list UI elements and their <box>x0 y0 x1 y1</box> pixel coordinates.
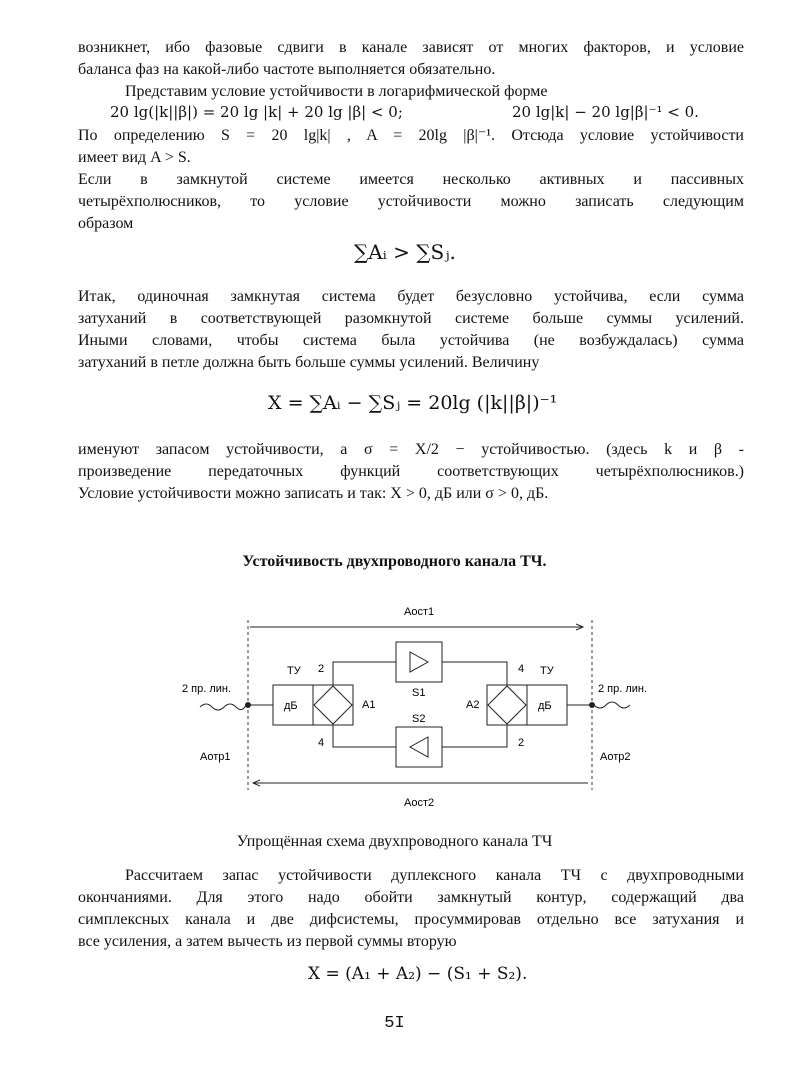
text-line: образом <box>78 215 134 232</box>
label-db-left: дБ <box>284 700 298 712</box>
label-a2: A2 <box>466 699 480 711</box>
text-line: возникнет, ибо фазовые сдвиги в канале зависят от многих факторов, и условие <box>78 39 744 56</box>
formula-log-condition: 20 lg(|k||β|) = 20 lg |k| + 20 lg |β| < 0; <box>110 103 403 121</box>
figure-caption: Упрощённая схема двухпроводного канала ТЧ <box>236 833 553 850</box>
label-s1: S1 <box>412 687 426 699</box>
text-line: Если в замкнутой системе имеется несколько активных и пассивных <box>78 171 744 188</box>
section-heading: Устойчивость двухпроводного канала ТЧ. <box>242 553 547 570</box>
formula-log-condition-2: 20 lg|k| − 20 lg|β|⁻¹ < 0. <box>512 103 699 121</box>
label-port-4-left: 4 <box>318 737 325 749</box>
label-tu-left: ТУ <box>287 665 301 677</box>
text-line: затуханий в петле должна быть больше суммы усилений. Величину <box>78 354 540 371</box>
label-a-ost2: Аост2 <box>404 797 435 809</box>
text-line: Представим условие устойчивости в логарифмической форме <box>125 83 548 100</box>
text-line: четырёхполюсников, то условие устойчивости можно записать следующим <box>78 193 744 210</box>
label-a-otr2: Аотр2 <box>600 751 631 763</box>
formula-stability-margin: X = ∑Aᵢ − ∑Sⱼ = 20lg (|k||β|)⁻¹ <box>268 392 558 414</box>
label-port-2-left: 2 <box>318 663 325 675</box>
label-a-ost1: Аост1 <box>404 606 435 618</box>
hybrid-right <box>487 685 527 725</box>
formula-sum-condition: ∑Aᵢ > ∑Sⱼ. <box>354 240 456 264</box>
hybrid-right-diamond <box>488 686 526 724</box>
line-wave-left <box>200 704 246 710</box>
label-s2: S2 <box>412 713 426 725</box>
amplifier-s1-triangle <box>410 652 428 672</box>
text-line: баланса фаз на какой-либо частоте выполняется обязательно. <box>78 61 496 78</box>
text-line: именуют запасом устойчивости, а σ = X/2 − устойчивостью. (здесь k и β - <box>78 441 744 458</box>
text-line: По определению S = 20 lg|k| , A = 20lg |β|⁻¹. Отсюда условие устойчивости <box>78 127 744 144</box>
amplifier-s2-triangle <box>410 737 428 757</box>
page-number: 5I <box>384 1014 405 1033</box>
hybrid-left <box>313 685 353 725</box>
label-port-4-right: 4 <box>518 663 525 675</box>
text-line: Иными словами, чтобы система была устойчива (не возбуждалась) сумма <box>78 332 744 349</box>
wire-upper-left <box>333 662 396 685</box>
line-wave-right <box>594 702 630 708</box>
wire-lower-left <box>333 725 396 747</box>
wire-lower-right <box>442 725 507 747</box>
channel-diagram <box>0 590 789 825</box>
label-a1: A1 <box>362 699 376 711</box>
text-line: Итак, одиночная замкнутая система будет безусловно устойчива, если сумма <box>78 288 744 305</box>
label-line-right: 2 пр. лин. <box>598 683 648 695</box>
text-line: Условие устойчивости можно записать и так: X > 0, дБ или σ > 0, дБ. <box>78 485 549 502</box>
label-port-2-right: 2 <box>518 737 525 749</box>
text-line: симплексных канала и две дифсистемы, просуммировав отдельно все затухания и <box>78 911 744 928</box>
text-line: произведение передаточных функций соответствующих четырёхполюсников.) <box>78 463 744 480</box>
label-line-left: 2 пр. лин. <box>182 683 232 695</box>
hybrid-left-diamond <box>314 686 352 724</box>
text-line: все усиления, а затем вычесть из первой суммы вторую <box>78 933 457 950</box>
label-a-otr1: Аотр1 <box>200 751 231 763</box>
text-line: имеет вид A > S. <box>78 149 191 166</box>
formula-duplex-margin: X = (A₁ + A₂) − (S₁ + S₂). <box>308 964 528 984</box>
amplifier-s1 <box>396 642 442 682</box>
text-line: окончаниями. Для этого надо обойти замкнутый контур, содержащий два <box>78 889 744 906</box>
wire-upper-right <box>442 662 507 685</box>
text-line: Рассчитаем запас устойчивости дуплексного канала ТЧ с двухпроводными <box>125 867 744 884</box>
amplifier-s2 <box>396 727 442 767</box>
label-db-right: дБ <box>538 700 552 712</box>
label-tu-right: ТУ <box>540 665 554 677</box>
text-line: затуханий в соответствующей разомкнутой системе больше суммы усилений. <box>78 310 744 327</box>
